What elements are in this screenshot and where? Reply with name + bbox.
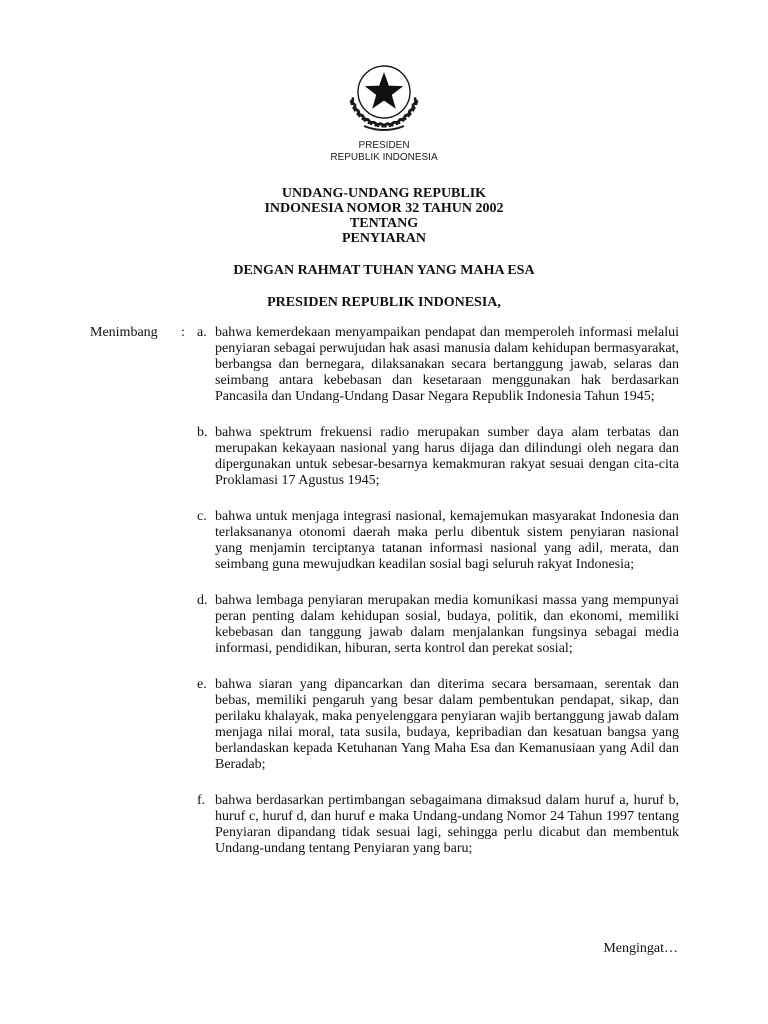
invocation: DENGAN RAHMAT TUHAN YANG MAHA ESA (233, 263, 535, 278)
clause-text: bahwa spektrum frekuensi radio merupakan sumber daya alam terbatas dan merupakan kekayaan nasional yang harus dijaga dan dilindungi oleh negara dan dipergunakan untuk sebesar-besarnya kemakmuran rakyat sesuai dengan cita-cita Proklamasi 17 Agustus 1945; (215, 425, 679, 488)
menimbang-label: Menimbang (90, 325, 158, 340)
header-line-presiden: PRESIDEN (358, 140, 410, 151)
clause-text: bahwa lembaga penyiaran merupakan media komunikasi massa yang mempunyai peran penting dalam kehidupan sosial, budaya, politik, dan ekonomi, memiliki kebebasan dan tanggung jawab dalam menjalankan fungsinya sebagai media informasi, pendidikan, hiburan, serta kontrol dan perekat sosial; (215, 593, 679, 656)
title-line: UNDANG-UNDANG REPUBLIK (281, 186, 487, 201)
header-line-republik: REPUBLIK INDONESIA (330, 152, 438, 163)
title-line: PENYIARAN (342, 231, 426, 246)
clause-text: bahwa kemerdekaan menyampaikan pendapat dan memperoleh informasi melalui penyiaran sebagai perwujudan hak asasi manusia dalam kehidupan bermasyarakat, berbangsa dan bernegara, dilaksanakan secara bertanggung jawab, selaras dan seimbang antara kebebasan dan kesetaraan menggunakan hak berdasarkan Pancasila dan Undang-Undang Dasar Negara Republik Indonesia Tahun 1945; (215, 325, 679, 404)
next-page-catchword: Mengingat… (603, 941, 678, 956)
menimbang-colon: : (181, 325, 185, 340)
document-title (0, 186, 768, 246)
clause-letter: e. (197, 677, 207, 692)
clause-text: bahwa berdasarkan pertimbangan sebagaimana dimaksud dalam huruf a, huruf b, huruf c, huruf d, dan huruf e maka Undang-undang Nomor 24 Tahun 1997 tentang Penyiaran dipandang tidak sesuai lagi, sehingga perlu dicabut dan membentuk Undang-undang tentang Penyiaran yang baru; (215, 793, 679, 856)
garuda-star-emblem-icon (334, 52, 434, 136)
title-line: TENTANG (349, 216, 419, 231)
clause-letter: d. (197, 593, 208, 608)
clause-text: bahwa untuk menjaga integrasi nasional, kemajemukan masyarakat Indonesia dan terlaksananya otonomi daerah maka perlu dibentuk sistem penyiaran nasional yang menjamin terciptanya tatanan informasi nasional yang adil, merata, dan seimbang guna mewujudkan keadilan sosial bagi seluruh rakyat Indonesia; (215, 509, 679, 572)
clause-letter: c. (197, 509, 207, 524)
title-line: INDONESIA NOMOR 32 TAHUN 2002 (264, 201, 504, 216)
clause-letter: b. (197, 425, 208, 440)
clause-text: bahwa siaran yang dipancarkan dan diterima secara bersamaan, serentak dan bebas, memiliki pengaruh yang besar dalam pembentukan pendapat, sikap, dan perilaku khalayak, maka penyelenggara penyiaran wajib bertanggung jawab dalam menjaga nilai moral, tata susila, budaya, kepribadian dan kesatuan bangsa yang berlandaskan kepada Ketuhanan Yang Maha Esa dan Kemanusiaan yang Adil dan Beradab; (215, 677, 679, 772)
speaker-line: PRESIDEN REPUBLIK INDONESIA, (267, 295, 501, 310)
clause-letter: f. (197, 793, 206, 808)
clause-letter: a. (197, 325, 207, 340)
